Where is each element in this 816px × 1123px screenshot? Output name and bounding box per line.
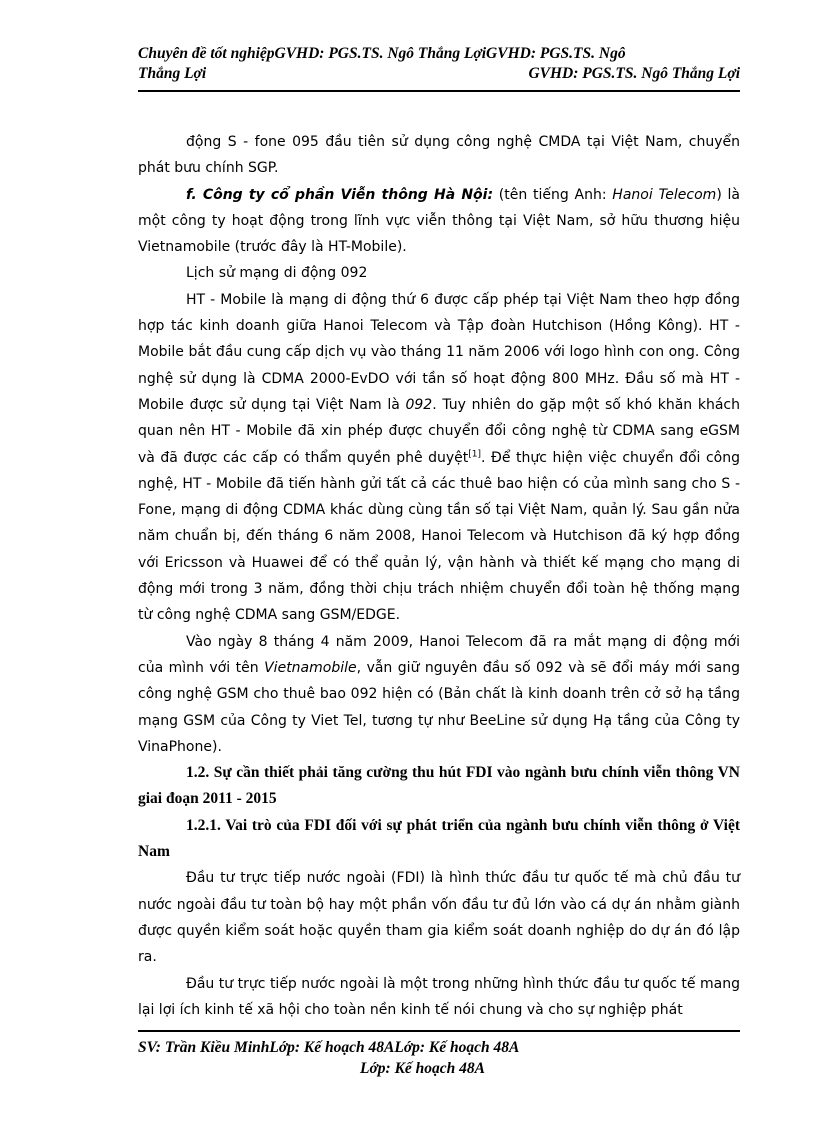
page-footer xyxy=(138,1037,740,1079)
footer-line-2: Lớp: Kế hoạch 48A xyxy=(360,1060,485,1077)
paragraph-3: Lịch sử mạng di động 092 xyxy=(186,265,368,282)
paragraph-1: động S - fone 095 đầu tiên sử dụng công nghệ CMDA tại Việt Nam, chuyển phát bưu chính SGP. xyxy=(138,134,740,177)
section-heading-1-2-1: 1.2.1. Vai trò của FDI đối với sự phát triển của ngành bưu chính viễn thông ở Việt Nam xyxy=(138,816,740,861)
paragraph-5: Vào ngày 8 tháng 4 năm 2009, Hanoi Telecom đã ra mắt mạng di động mới của mình với tên Vietnamobile, vẫn giữ nguyên đầu số 092 và sẽ đổi máy mới sang công nghệ GSM cho thuê bao 092 hiện có (Bản chất là kinh doanh trên cở sở hạ tầng mạng GSM của Công ty Viet Tel, tương tự như BeeLine sử dụng Hạ tầng của Công ty VinaPhone). xyxy=(138,633,740,755)
footer-line-1: SV: Trần Kiều MinhLớp: Kế hoạch 48ALớp: Kế hoạch 48A xyxy=(138,1039,520,1056)
paragraph-7: Đầu tư trực tiếp nước ngoài là một trong những hình thức đầu tư quốc tế mang lại lợi ích kinh tế xã hội cho toàn nền kinh tế nói chung và cho sự nghiệp phát xyxy=(138,975,740,1018)
header-line-2-left: Thắng Lợi xyxy=(138,65,207,82)
paragraph-6: Đầu tư trực tiếp nước ngoài (FDI) là hình thức đầu tư quốc tế mà chủ đầu tư nước ngoài đầu tư toàn bộ hay một phần vốn đầu tư đủ lớn vào cá dự án nhằm giành được quyền kiểm soát hoặc quyền tham gia kiểm soát doanh nghiệp do dự án đó lập ra. xyxy=(138,870,740,966)
footnote-ref[interactable]: [1] xyxy=(468,448,482,459)
paragraph-2: f. Công ty cổ phần Viễn thông Hà Nội: (tên tiếng Anh: Hanoi Telecom) là một công ty hoạt động trong lĩnh vực viễn thông tại Việt Nam, sở hữu thương hiệu Vietnamobile (trước đây là HT-Mobile). xyxy=(138,186,741,256)
section-heading-1-2: 1.2. Sự cần thiết phải tăng cường thu hút FDI vào ngành bưu chính viễn thông VN giai đoạn 2011 - 2015 xyxy=(138,764,740,808)
document-body xyxy=(138,129,740,1023)
paragraph-4: HT - Mobile là mạng di động thứ 6 được cấp phép tại Việt Nam theo hợp đồng hợp tác kinh doanh giữa Hanoi Telecom và Tập đoàn Hutchison (Hồng Kông). HT - Mobile bắt đầu cung cấp dịch vụ vào tháng 11 năm 2006 với logo hình con ong. Công nghệ sử dụng là CDMA 2000-EvDO với tần số hoạt động 800 MHz. Đầu số mà HT - Mobile được sử dụng tại Việt Nam là 092. Tuy nhiên do gặp một số khó khăn khách quan nên HT - Mobile đã xin phép được chuyển đổi công nghệ từ CDMA sang eGSM và đã được các cấp có thẩm quyền phê duyệt[1]. Để thực hiện việc chuyển đổi công nghệ, HT - Mobile đã tiến hành gửi tất cả các thuê bao hiện có của mình sang cho S - Fone, mạng di động CDMA khác dùng cùng tần số tại Việt Nam, quản lý. Sau gần nửa năm chuẩn bị, đến tháng 6 năm 2008, Hanoi Telecom và Hutchison đã ký hợp đồng với Ericsson và Huawei để có thể quản lý, vận hành và thiết kế mạng cho mạng di động mới trong 3 năm, đồng thời chịu trách nhiệm chuyển đổi toàn hệ thống mạng từ công nghệ CDMA sang GSM/EDGE. xyxy=(138,291,740,624)
footer-divider xyxy=(138,1030,740,1032)
company-heading: f. Công ty cổ phần Viễn thông Hà Nội: xyxy=(186,186,494,203)
header-line-2-right: GVHD: PGS.TS. Ngô Thắng Lợi xyxy=(528,65,740,82)
page-header xyxy=(138,44,740,84)
header-divider xyxy=(138,90,740,92)
header-line-1: Chuyên đề tốt nghiệpGVHD: PGS.TS. Ngô Thắng LợiGVHD: PGS.TS. Ngô xyxy=(138,45,626,62)
